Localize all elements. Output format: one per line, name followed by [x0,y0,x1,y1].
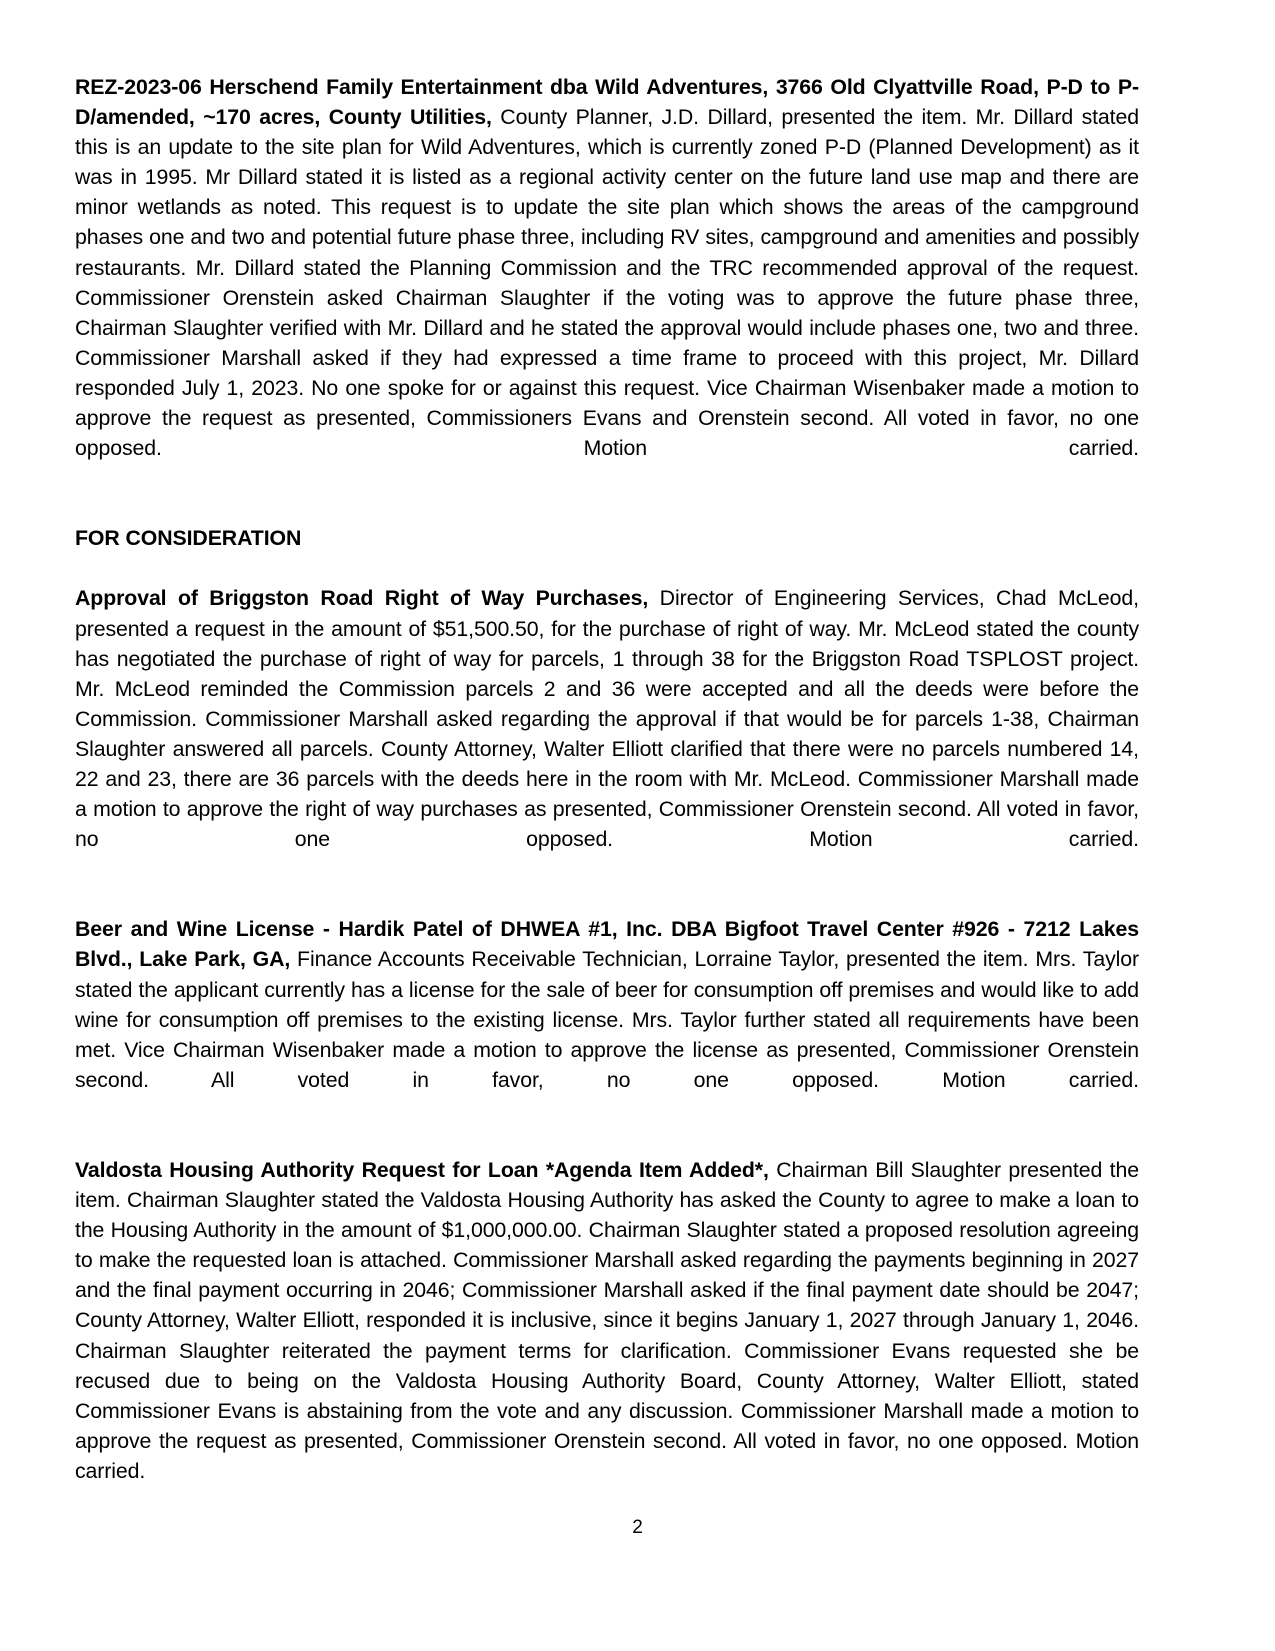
paragraph-rez-2023-06-bold-lead: REZ-2023-06 Herschend Family Entertainment dba Wild Adventures, 3766 Old Clyattville Road, P-D to P-D/amended, ~170 acres, County Utilities, [75,75,1139,130]
item-briggston-road-row-body: Director of Engineering Services, Chad McLeod, presented a request in the amount of $51,500.50, for the purchase of right of way. Mr. McLeod stated the county has negotiated the purchase of right of way for parcels, 1 through 38 for the Briggston Road TSPLOST project. Mr. McLeod reminded the Commission parcels 2 and 36 were accepted and all the deeds were before the Commission. Commissioner Marshall asked regarding the approval if that would be for parcels 1-38, Chairman Slaughter answered all parcels. County Attorney, Walter Elliott clarified that there were no parcels numbered 14, 22 and 23, there are 36 parcels with the deeds here in the room with Mr. McLeod. Commissioner Marshall made a motion to approve the right of way purchases as presented, Commissioner Orenstein second. All voted in favor, no one opposed. Motion carried. [75,586,1139,852]
section-heading-for-consideration: FOR CONSIDERATION [75,526,302,551]
paragraph-rez-2023-06-body: County Planner, J.D. Dillard, presented the item. Mr. Dillard stated this is an update to the site plan for Wild Adventures, which is currently zoned P-D (Planned Development) as it was in 1995. Mr Dillard stated it is listed as a regional activity center on the future land use map and there are minor wetlands as noted. This request is to update the site plan which shows the areas of the campground phases one and two and potential future phase three, including RV sites, campground and amenities and possibly restaurants. Mr. Dillard stated the Planning Commission and the TRC recommended approval of the request. Commissioner Orenstein asked Chairman Slaughter if the voting was to approve the future phase three, Chairman Slaughter verified with Mr. Dillard and he stated the approval would include phases one, two and three. Commissioner Marshall asked if they had expressed a time frame to proceed with this project, Mr. Dillard responded July 1, 2023. No one spoke for or against this request. Vice Chairman Wisenbaker made a motion to approve the request as presented, Commissioners Evans and Orenstein second. All voted in favor, no one opposed. Motion carried. [75,105,1139,461]
item-valdosta-housing-authority-loan-bold-lead: Valdosta Housing Authority Request for Loan *Agenda Item Added*, [75,1158,769,1182]
spacer [75,884,1139,914]
document-body [75,72,1139,1516]
spacer [75,553,1139,583]
spacer [75,1125,1139,1155]
item-briggston-road-row [75,583,1139,884]
item-valdosta-housing-authority-loan [75,1155,1139,1516]
page-number: 2 [632,1517,643,1538]
item-briggston-road-row-bold-lead: Approval of Briggston Road Right of Way Purchases, [75,586,649,611]
item-beer-wine-license-body: Finance Accounts Receivable Technician, Lorraine Taylor, presented the item. Mrs. Taylor stated the applicant currently has a license for the sale of beer for consumption off premises and would like to add wine for consumption off premises to the existing license. Mrs. Taylor further stated all requirements have been met. Vice Chairman Wisenbaker made a motion to approve the license as presented, Commissioner Orenstein second. All voted in favor, no one opposed. Motion carried. [75,947,1139,1092]
spacer [75,493,1139,523]
item-beer-wine-license [75,914,1139,1125]
item-valdosta-housing-authority-loan-body: Chairman Bill Slaughter presented the item. Chairman Slaughter stated the Valdosta Housing Authority has asked the County to agree to make a loan to the Housing Authority in the amount of $1,000,000.00. Chairman Slaughter stated a proposed resolution agreeing to make the requested loan is attached. Commissioner Marshall asked regarding the payments beginning in 2027 and the final payment occurring in 2046; Commissioner Marshall asked if the final payment date should be 2047; County Attorney, Walter Elliott, responded it is inclusive, since it begins January 1, 2027 through January 1, 2046. Chairman Slaughter reiterated the payment terms for clarification. Commissioner Evans requested she be recused due to being on the Valdosta Housing Authority Board, County Attorney, Walter Elliott, stated Commissioner Evans is abstaining from the vote and any discussion. Commissioner Marshall made a motion to approve the request as presented, Commissioner Orenstein second. All voted in favor, no one opposed. Motion carried. [75,1158,1139,1483]
item-beer-wine-license-bold-lead: Beer and Wine License - Hardik Patel of DHWEA #1, Inc. DBA Bigfoot Travel Center #926 - 7212 Lakes Blvd., Lake Park, GA, [75,917,1139,972]
paragraph-rez-2023-06 [75,72,1139,493]
